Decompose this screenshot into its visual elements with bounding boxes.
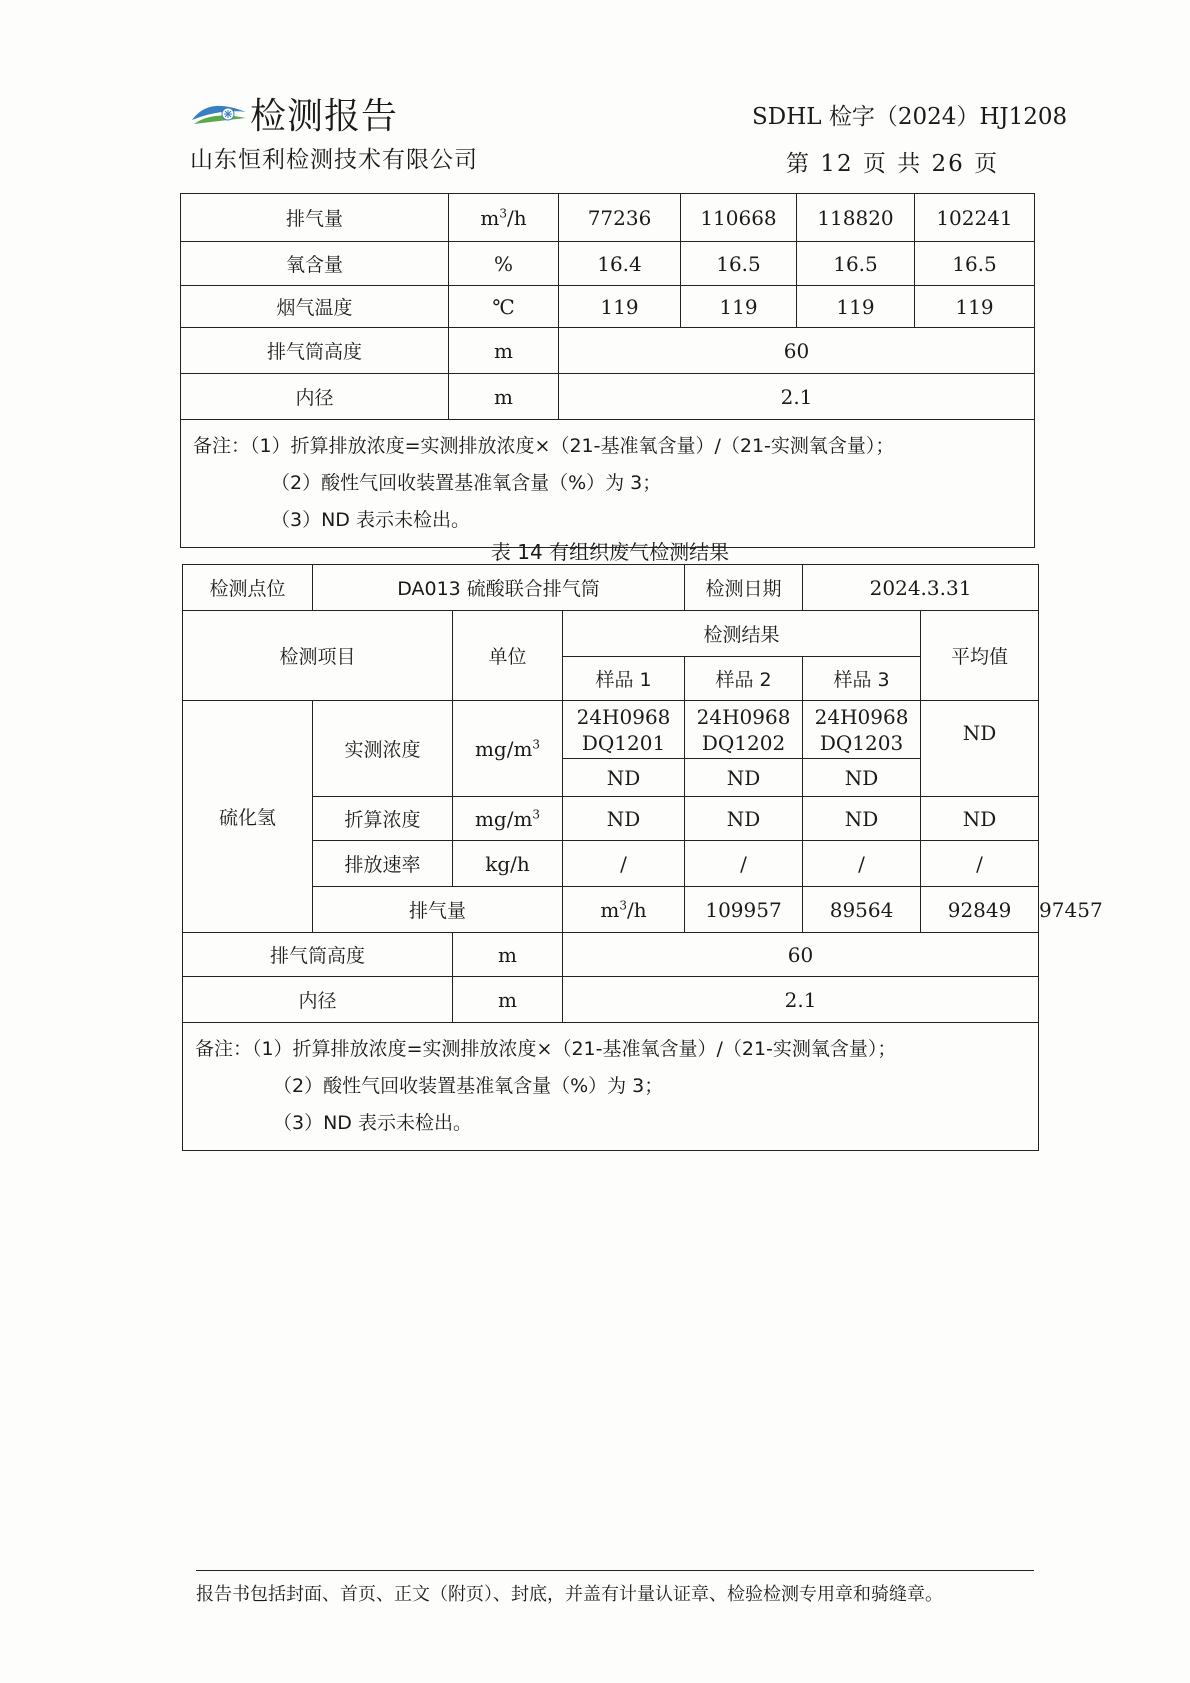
sample-code: 24H0968 DQ1201: [563, 701, 685, 759]
title-row: [190, 88, 478, 139]
table-cell: 89564: [803, 887, 921, 933]
result-header: 检测结果: [563, 611, 921, 657]
table-cell: 119: [559, 286, 681, 328]
note-line: （2）酸性气回收装置基准氧含量（%）为 3；: [273, 1075, 664, 1097]
table-row: [183, 977, 1039, 1023]
table-cell: 2.1: [559, 374, 1035, 420]
table-cell: 110668: [681, 194, 797, 242]
row-unit: $m^3/h$: [563, 887, 685, 933]
notes-label: 备注：: [193, 435, 251, 457]
row-unit: m: [453, 977, 563, 1023]
table-cell: 77236: [559, 194, 681, 242]
table-cell: ND: [921, 797, 1039, 841]
table-cell: /: [685, 841, 803, 887]
date-value: 2024.3.31: [803, 565, 1039, 611]
row-label: 内径: [181, 374, 449, 420]
note-line: （2）酸性气回收装置基准氧含量（%）为 3；: [271, 472, 662, 494]
note-line: （3）ND 表示未检出。: [271, 509, 470, 531]
row-label: 烟气温度: [181, 286, 449, 328]
measured-label: 实测浓度: [313, 701, 453, 797]
notes-cell: [181, 420, 1035, 548]
table-row: [183, 701, 1039, 759]
report-title: 检测报告: [250, 96, 399, 137]
table-cell: /: [563, 841, 685, 887]
table-caption: 表 14 有组织废气检测结果: [490, 540, 730, 564]
table-cell: /: [803, 841, 921, 887]
row-unit: $mg/m^3$: [453, 797, 563, 841]
table-row: [181, 328, 1035, 374]
note-line: 备注：（1）折算排放浓度=实测排放浓度×（21-基准氧含量）/（21-实测氧含量）；: [193, 435, 895, 457]
sample-header: 样品 3: [803, 657, 921, 701]
table-cell: ND: [563, 797, 685, 841]
table-row: [181, 286, 1035, 328]
row-unit: ℃: [449, 286, 559, 328]
page-info: 第 12 页 共 26 页: [786, 151, 1000, 177]
note-line: 备注：（1）折算排放浓度=实测排放浓度×（21-基准氧含量）/（21-实测氧含量）；: [195, 1038, 897, 1060]
table-cell: 92849: [921, 887, 1039, 933]
row-label: 排气筒高度: [181, 328, 449, 374]
point-label: 检测点位: [183, 565, 313, 611]
table-header-row: [183, 611, 1039, 657]
footer-text: 报告书包括封面、首页、正文（附页）、封底，并盖有计量认证章、检验检测专用章和骑缝章。: [196, 1584, 943, 1605]
row-unit: kg/h: [453, 841, 563, 887]
table-cell: 119: [681, 286, 797, 328]
row-unit: %: [449, 242, 559, 286]
row-label: 排气量: [313, 887, 563, 933]
table-cell: ND: [685, 759, 803, 797]
row-label: 排气筒高度: [183, 933, 453, 977]
table-cell: /: [921, 841, 1039, 887]
table-cell: 119: [797, 286, 915, 328]
report-number: SDHL 检字（2024）HJ1208: [752, 104, 1068, 130]
row-label: 氧含量: [181, 242, 449, 286]
footer-divider: [196, 1570, 1034, 1571]
company-logo-icon: [190, 94, 248, 134]
table-13-continued: [180, 193, 1035, 548]
table-14: [182, 564, 1103, 1151]
row-label: 排放速率: [313, 841, 453, 887]
row-label: 内径: [183, 977, 453, 1023]
table-cell: 16.5: [915, 242, 1035, 286]
table-cell: 60: [559, 328, 1035, 374]
pollutant-label: 硫化氢: [183, 701, 313, 933]
table-cell: 118820: [797, 194, 915, 242]
row-unit: $m^3/h$: [449, 194, 559, 242]
measured-avg: ND: [921, 701, 1039, 797]
sample-header: 样品 2: [685, 657, 803, 701]
measured-unit: $mg/m^3$: [453, 701, 563, 797]
table-cell: 2.1: [563, 977, 1039, 1023]
row-unit: m: [449, 328, 559, 374]
notes-cell: [183, 1023, 1039, 1151]
company-name: 山东恒利检测技术有限公司: [190, 147, 478, 173]
point-value: DA013 硫酸联合排气筒: [313, 565, 685, 611]
table-cell: ND: [803, 759, 921, 797]
table-cell: ND: [685, 797, 803, 841]
table-cell: 102241: [915, 194, 1035, 242]
table-row: 排气量 $m^3/h$ 109957 89564 92849 97457: [183, 887, 1039, 933]
note-line: （3）ND 表示未检出。: [273, 1112, 472, 1134]
sample-code: 24H0968 DQ1202: [685, 701, 803, 759]
table-cell: 109957: [685, 887, 803, 933]
notes-row: [181, 420, 1035, 548]
avg-header: 平均值: [921, 611, 1039, 701]
table-cell: 119: [915, 286, 1035, 328]
row-label: 折算浓度: [313, 797, 453, 841]
unit-header: 单位: [453, 611, 563, 701]
table-cell: 16.5: [681, 242, 797, 286]
table-cell: 16.5: [797, 242, 915, 286]
table-row: [183, 565, 1039, 611]
date-label: 检测日期: [685, 565, 803, 611]
row-unit: m: [449, 374, 559, 420]
table-cell: 60: [563, 933, 1039, 977]
notes-row: [183, 1023, 1039, 1151]
table-cell: ND: [563, 759, 685, 797]
table-row: [183, 933, 1039, 977]
table-row: [181, 242, 1035, 286]
row-label: 排气量: [181, 194, 449, 242]
table-cell: 16.4: [559, 242, 681, 286]
item-header: 检测项目: [183, 611, 453, 701]
row-unit: m: [453, 933, 563, 977]
notes-label: 备注：: [195, 1038, 253, 1060]
report-header: [190, 88, 478, 174]
table-row: [181, 374, 1035, 420]
sample-header: 样品 1: [563, 657, 685, 701]
sample-code: 24H0968 DQ1203: [803, 701, 921, 759]
table-cell: ND: [803, 797, 921, 841]
report-meta: [752, 98, 1067, 178]
table-row: [181, 194, 1035, 242]
